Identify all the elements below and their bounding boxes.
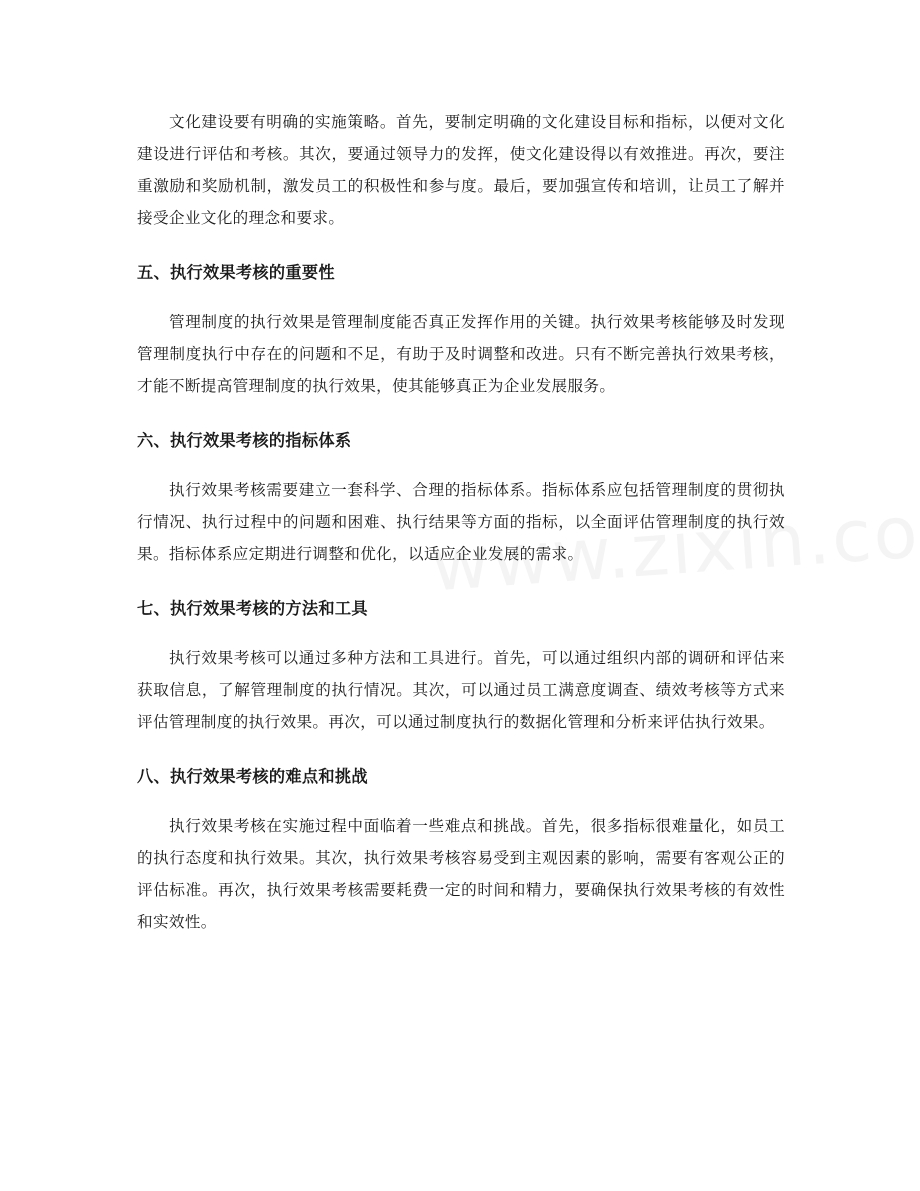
heading-section-7: 七、执行效果考核的方法和工具 bbox=[137, 599, 368, 618]
heading-section-5: 五、执行效果考核的重要性 bbox=[137, 263, 335, 282]
paragraph-section-6: 执行效果考核需要建立一套科学、合理的指标体系。指标体系应包括管理制度的贯彻执行情况、执行过程中的问题和困难、执行结果等方面的指标，以全面评估管理制度的执行效果。指标体系应定期进行调整和优化，以适应企业发展的需求。 bbox=[137, 481, 785, 563]
paragraph-culture-strategy: 文化建设要有明确的实施策略。首先，要制定明确的文化建设目标和指标，以便对文化建设进行评估和考核。其次，要通过领导力的发挥，使文化建设得以有效推进。再次，要注重激励和奖励机制，激发员工的积极性和参与度。最后，要加强宣传和培训，让员工了解并接受企业文化的理念和要求。 bbox=[137, 113, 785, 227]
paragraph-section-7: 执行效果考核可以通过多种方法和工具进行。首先，可以通过组织内部的调研和评估来获取信息，了解管理制度的执行情况。其次，可以通过员工满意度调查、绩效考核等方式来评估管理制度的执行效果。再次，可以通过制度执行的数据化管理和分析来评估执行效果。 bbox=[137, 649, 785, 731]
paragraph-section-5: 管理制度的执行效果是管理制度能否真正发挥作用的关键。执行效果考核能够及时发现管理制度执行中存在的问题和不足，有助于及时调整和改进。只有不断完善执行效果考核，才能不断提高管理制度的执行效果，使其能够真正为企业发展服务。 bbox=[137, 313, 785, 395]
heading-section-6: 六、执行效果考核的指标体系 bbox=[137, 431, 352, 450]
document-body bbox=[137, 106, 785, 938]
heading-section-8: 八、执行效果考核的难点和挑战 bbox=[137, 767, 368, 786]
paragraph-section-8: 执行效果考核在实施过程中面临着一些难点和挑战。首先，很多指标很难量化，如员工的执行态度和执行效果。其次，执行效果考核容易受到主观因素的影响，需要有客观公正的评估标准。再次，执行效果考核需要耗费一定的时间和精力，要确保执行效果考核的有效性和实效性。 bbox=[137, 817, 785, 931]
